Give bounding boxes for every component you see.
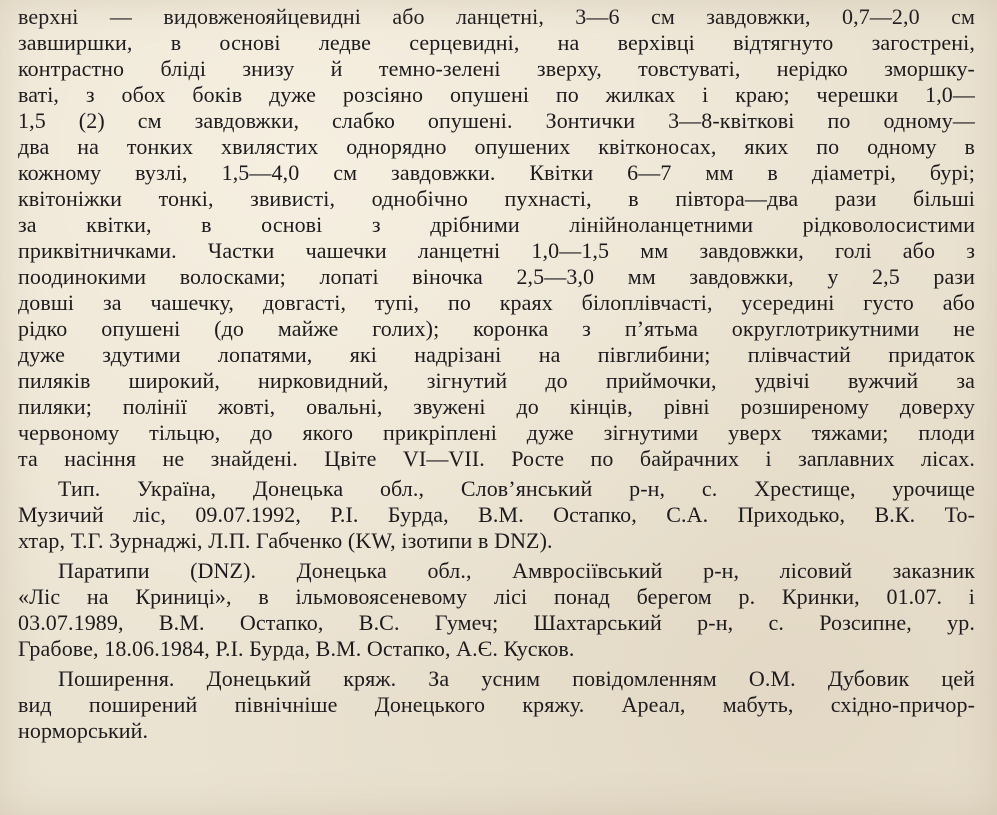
text-line: Тип. Україна, Донецька обл., Слов’янський р-н, с. Хрестище, урочище [58, 476, 975, 501]
text-line: завширшки, в основі ледве серцевидні, на верхівці відтягнуто загострені, [18, 30, 975, 55]
text-line: верхні — видовженояйцевидні або ланцетні, 3—6 см завдовжки, 0,7—2,0 см [18, 4, 975, 29]
text-line: 1,5 (2) см завдовжки, слабко опушені. Зонтички 3—8-квіткові по одному— [18, 108, 975, 133]
text-line: Музичий ліс, 09.07.1992, Р.І. Бурда, В.М. Остапко, С.А. Приходько, В.К. То- [18, 502, 975, 527]
text-line: норморський. [18, 718, 149, 743]
text-line: поодинокими волосками; лопаті віночка 2,5—3,0 мм завдовжки, у 2,5 рази [18, 264, 975, 289]
text-line: рідко опушені (до майже голих); коронка з п’ятьма округлотрикутними не [18, 316, 975, 341]
text-line: два на тонких хвилястих однорядно опушених квітконосах, яких по одному в [18, 134, 975, 159]
text-line: контрастно блідi знизу й темно-зелені зверху, товстуваті, нерідко зморшку- [18, 56, 975, 81]
text-line: пиляки; полінії жовті, овальні, звужені до кінців, рівні розширеному доверху [18, 394, 975, 419]
text-line: Грабове, 18.06.1984, Р.І. Бурда, В.М. Остапко, А.Є. Кусков. [18, 636, 575, 661]
paratype-paragraph [18, 558, 975, 662]
text-line: Паратипи (DNZ). Донецька обл., Амвросіївський р-н, лісовий заказник [58, 558, 975, 583]
text-line: кожному вузлі, 1,5—4,0 см завдовжки. Квітки 6—7 мм в діаметрі, бурі; [18, 160, 975, 185]
text-line: приквітничками. Частки чашечки ланцетні 1,0—1,5 мм завдовжки, голі або з [18, 238, 975, 263]
text-line: та насіння не знайдені. Цвіте VI—VII. Росте по байрачних і заплавних лісах. [18, 446, 975, 471]
text-line: пиляків широкий, нирковидний, зігнутий до приймочки, удвічі вужчий за [18, 368, 975, 393]
text-line: квітоніжки тонкі, звивисті, однобічно пухнасті, в півтора—два рази більші [18, 186, 975, 211]
text-line: Поширення. Донецький кряж. За усним повідомленням О.М. Дубовик цей [58, 666, 975, 691]
text-line: за квітки, в основі з дрібними лінійноланцетними рідковолосистими [18, 212, 975, 237]
type-paragraph [18, 476, 975, 554]
text-line: 03.07.1989, В.М. Остапко, В.С. Гумеч; Шахтарський р-н, с. Розсипне, ур. [18, 610, 975, 635]
text-line: вид поширений північніше Донецького кряжу. Ареал, мабуть, східно-причор- [18, 692, 975, 717]
text-line: червоному тільцю, до якого прикріплені дуже зігнутими уверх тяжами; плоди [18, 420, 975, 445]
text-line: довші за чашечку, довгасті, тупі, по краях білоплівчасті, усередині густо або [18, 290, 975, 315]
distribution-paragraph [18, 666, 975, 744]
text-line: «Ліс на Криниці», в ільмовоясеневому лісі понад берегом р. Кринки, 01.07. і [18, 584, 975, 609]
text-line: ваті, з обох боків дуже розсіяно опушені по жилках і краю; черешки 1,0— [18, 82, 975, 107]
text-line: хтар, Т.Г. Зурнаджі, Л.П. Габченко (KW, ізотипи в DNZ). [18, 528, 553, 553]
text-line: дуже здутими лопатями, які надрізані на півглибини; плівчастий придаток [18, 342, 975, 367]
description-paragraph [18, 4, 975, 472]
